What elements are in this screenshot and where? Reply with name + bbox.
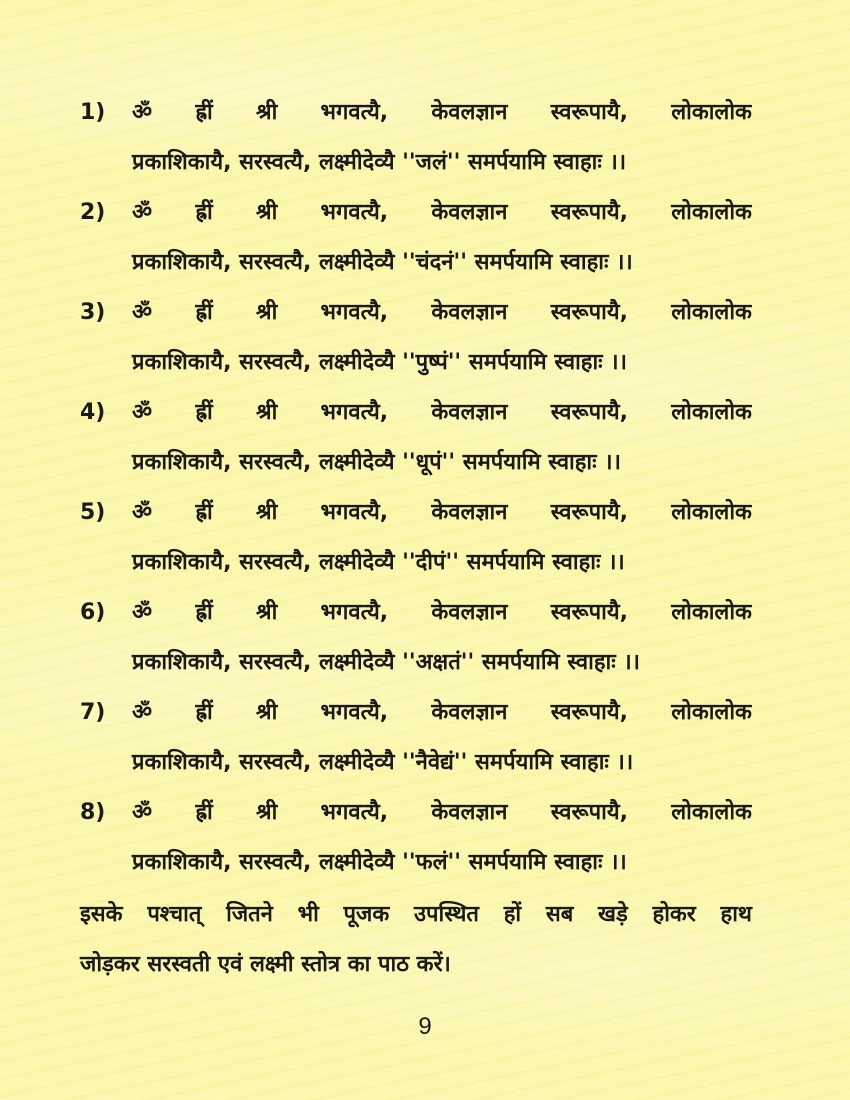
verse-word: केवलज्ञान: [431, 100, 508, 125]
verse-line-1: [80, 488, 752, 538]
verse-line-2: प्रकाशिकायै, सरस्वत्यै, लक्ष्मीदेव्यै ''दीपं'' समर्पयामि स्वाहाः ।।: [132, 550, 625, 575]
verse-word: भगवत्यै,: [320, 200, 389, 225]
verse-word: केवलज्ञान: [431, 600, 508, 625]
verse-word: स्वरूपायै,: [550, 700, 628, 725]
verse-word: स्वरूपायै,: [550, 200, 628, 225]
verse-line-1: [80, 588, 752, 638]
verse-line-2: प्रकाशिकायै, सरस्वत्यै, लक्ष्मीदेव्यै ''जलं'' समर्पयामि स्वाहाः ।।: [132, 150, 627, 175]
verse-word: स्वरूपायै,: [550, 400, 628, 425]
verse-item: [80, 788, 752, 888]
verse-word: ह्रीं: [195, 200, 213, 225]
verse-word: भगवत्यै,: [320, 700, 389, 725]
verse-number: 6): [80, 600, 106, 625]
verse-words: [132, 88, 752, 138]
verse-word: केवलज्ञान: [431, 800, 508, 825]
verse-item: [80, 88, 752, 188]
verse-words: [132, 788, 752, 838]
verse-word: श्री: [256, 200, 278, 225]
verse-word: ॐ: [132, 800, 153, 825]
closing-line-1: इसके पश्चात् जितने भी पूजक उपस्थित हों सब खड़े होकर हाथ: [80, 902, 752, 927]
verse-word: स्वरूपायै,: [550, 800, 628, 825]
verse-word: भगवत्यै,: [320, 100, 389, 125]
verse-line-2: प्रकाशिकायै, सरस्वत्यै, लक्ष्मीदेव्यै ''नैवेद्यं'' समर्पयामि स्वाहाः ।।: [132, 750, 634, 775]
verse-number: 8): [80, 800, 106, 825]
verse-line-1: [80, 188, 752, 238]
verse-item: [80, 488, 752, 588]
page-content: [80, 88, 752, 990]
verse-word: केवलज्ञान: [431, 500, 508, 525]
verse-word: केवलज्ञान: [431, 200, 508, 225]
verse-word: लोकालोक: [671, 600, 752, 625]
verse-words: [132, 488, 752, 538]
verse-line-2: प्रकाशिकायै, सरस्वत्यै, लक्ष्मीदेव्यै ''फलं'' समर्पयामि स्वाहाः ।।: [132, 850, 627, 875]
verse-word: ह्रीं: [195, 600, 213, 625]
closing-instruction: [80, 890, 752, 990]
verse-words: [132, 588, 752, 638]
verse-word: स्वरूपायै,: [550, 600, 628, 625]
verse-word: ह्रीं: [195, 400, 213, 425]
verse-line-2: प्रकाशिकायै, सरस्वत्यै, लक्ष्मीदेव्यै ''चंदनं'' समर्पयामि स्वाहाः ।।: [132, 250, 633, 275]
verse-number: 1): [80, 100, 106, 125]
verse-word: श्री: [256, 300, 278, 325]
verse-words: [132, 188, 752, 238]
verse-word: ह्रीं: [195, 800, 213, 825]
verse-line-2: प्रकाशिकायै, सरस्वत्यै, लक्ष्मीदेव्यै ''पुष्पं'' समर्पयामि स्वाहाः ।।: [132, 350, 627, 375]
verse-list: [80, 88, 752, 888]
verse-word: स्वरूपायै,: [550, 100, 628, 125]
verse-line-2: प्रकाशिकायै, सरस्वत्यै, लक्ष्मीदेव्यै ''धूपं'' समर्पयामि स्वाहाः ।।: [132, 450, 621, 475]
verse-word: भगवत्यै,: [320, 600, 389, 625]
verse-item: [80, 588, 752, 688]
verse-word: ह्रीं: [195, 500, 213, 525]
verse-word: केवलज्ञान: [431, 700, 508, 725]
verse-number: 5): [80, 500, 106, 525]
verse-line-1: [80, 288, 752, 338]
verse-word: केवलज्ञान: [431, 400, 508, 425]
verse-item: [80, 188, 752, 288]
verse-word: श्री: [256, 800, 278, 825]
verse-word: लोकालोक: [671, 500, 752, 525]
verse-word: श्री: [256, 100, 278, 125]
verse-word: भगवत्यै,: [320, 800, 389, 825]
verse-word: लोकालोक: [671, 700, 752, 725]
verse-number: 4): [80, 400, 106, 425]
verse-words: [132, 688, 752, 738]
verse-line-1: [80, 88, 752, 138]
verse-word: श्री: [256, 700, 278, 725]
verse-word: ॐ: [132, 200, 153, 225]
verse-word: ॐ: [132, 700, 153, 725]
verse-word: भगवत्यै,: [320, 400, 389, 425]
verse-number: 7): [80, 700, 106, 725]
verse-word: भगवत्यै,: [320, 500, 389, 525]
verse-word: ह्रीं: [195, 700, 213, 725]
verse-word: लोकालोक: [671, 100, 752, 125]
verse-item: [80, 688, 752, 788]
verse-line-1: [80, 688, 752, 738]
verse-word: ॐ: [132, 100, 153, 125]
verse-word: ॐ: [132, 300, 153, 325]
verse-word: लोकालोक: [671, 200, 752, 225]
verse-word: ह्रीं: [195, 100, 213, 125]
verse-word: श्री: [256, 400, 278, 425]
verse-line-1: [80, 388, 752, 438]
page-number: 9: [418, 1013, 432, 1040]
verse-line-1: [80, 788, 752, 838]
verse-word: केवलज्ञान: [431, 300, 508, 325]
verse-number: 2): [80, 200, 106, 225]
verse-word: स्वरूपायै,: [550, 500, 628, 525]
verse-word: स्वरूपायै,: [550, 300, 628, 325]
verse-number: 3): [80, 300, 106, 325]
verse-word: भगवत्यै,: [320, 300, 389, 325]
verse-word: ॐ: [132, 400, 153, 425]
verse-line-2: प्रकाशिकायै, सरस्वत्यै, लक्ष्मीदेव्यै ''अक्षतं'' समर्पयामि स्वाहाः ।।: [132, 650, 641, 675]
verse-item: [80, 388, 752, 488]
verse-word: श्री: [256, 600, 278, 625]
closing-line-2: जोड़कर सरस्वती एवं लक्ष्मी स्तोत्र का पाठ करें।: [80, 952, 451, 977]
verse-word: ह्रीं: [195, 300, 213, 325]
verse-words: [132, 288, 752, 338]
verse-word: ॐ: [132, 500, 153, 525]
verse-item: [80, 288, 752, 388]
verse-word: लोकालोक: [671, 400, 752, 425]
verse-word: ॐ: [132, 600, 153, 625]
verse-word: लोकालोक: [671, 300, 752, 325]
verse-word: श्री: [256, 500, 278, 525]
verse-word: लोकालोक: [671, 800, 752, 825]
verse-words: [132, 388, 752, 438]
